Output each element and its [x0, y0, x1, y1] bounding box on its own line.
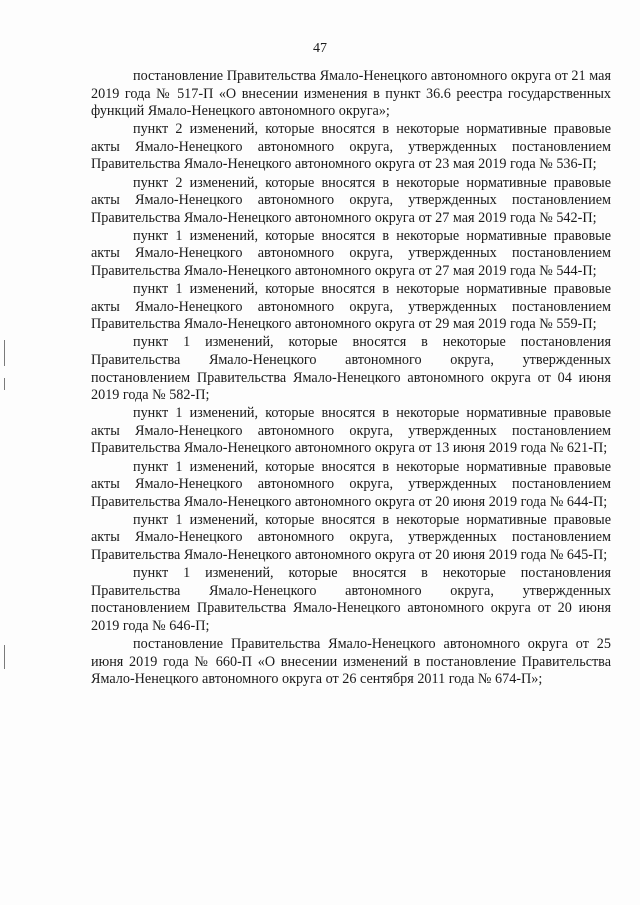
- paragraph: пункт 2 изменений, которые вносятся в некоторые нормативные правовые акты Ямало-Ненецкого автономного округа, утвержденных постановлением Правительства Ямало-Ненецкого автономного округа от 23 мая 2019 года № 536-П;: [91, 121, 611, 173]
- paragraph: постановление Правительства Ямало-Ненецкого автономного округа от 21 мая 2019 года № 517-П «О внесении изменения в пункт 36.6 реестра государственных функций Ямало-Ненецкого автономного округа»;: [91, 68, 611, 120]
- paragraph: пункт 1 изменений, которые вносятся в некоторые нормативные правовые акты Ямало-Ненецкого автономного округа, утвержденных постановлением Правительства Ямало-Ненецкого автономного округа от 20 июня 2019 года № 644-П;: [91, 458, 611, 510]
- paragraph: пункт 2 изменений, которые вносятся в некоторые нормативные правовые акты Ямало-Ненецкого автономного округа, утвержденных постановлением Правительства Ямало-Ненецкого автономного округа от 27 мая 2019 года № 542-П;: [91, 174, 611, 226]
- scan-margin-mark: [4, 378, 5, 390]
- paragraph: пункт 1 изменений, которые вносятся в некоторые постановления Правительства Ямало-Ненецкого автономного округа, утвержденных постановлением Правительства Ямало-Ненецкого автономного округа от 20 июня 2019 года № 646-П;: [91, 565, 611, 634]
- paragraph: пункт 1 изменений, которые вносятся в некоторые постановления Правительства Ямало-Ненецкого автономного округа, утвержденных постановлением Правительства Ямало-Ненецкого автономного округа от 04 июня 2019 года № 582-П;: [91, 334, 611, 404]
- paragraph: пункт 1 изменений, которые вносятся в некоторые нормативные правовые акты Ямало-Ненецкого автономного округа, утвержденных постановлением Правительства Ямало-Ненецкого автономного округа от 20 июня 2019 года № 645-П;: [91, 511, 611, 564]
- paragraph: постановление Правительства Ямало-Ненецкого автономного округа от 25 июня 2019 года № 660-П «О внесении изменений в постановление Правительства Ямало-Ненецкого автономного округа от 26 сентября 2011 года № 674-П»;: [91, 636, 611, 688]
- paragraph: пункт 1 изменений, которые вносятся в некоторые нормативные правовые акты Ямало-Ненецкого автономного округа, утвержденных постановлением Правительства Ямало-Ненецкого автономного округа от 29 мая 2019 года № 559-П;: [91, 281, 611, 333]
- page-number: 47: [313, 41, 327, 56]
- document-body: [91, 68, 611, 689]
- paragraph: пункт 1 изменений, которые вносятся в некоторые нормативные правовые акты Ямало-Ненецкого автономного округа, утвержденных постановлением Правительства Ямало-Ненецкого автономного округа от 13 июня 2019 года № 621-П;: [91, 405, 611, 457]
- paragraph: пункт 1 изменений, которые вносятся в некоторые нормативные правовые акты Ямало-Ненецкого автономного округа, утвержденных постановлением Правительства Ямало-Ненецкого автономного округа от 27 мая 2019 года № 544-П;: [91, 227, 611, 280]
- scan-margin-mark: [4, 340, 5, 366]
- scan-margin-mark: [4, 645, 5, 669]
